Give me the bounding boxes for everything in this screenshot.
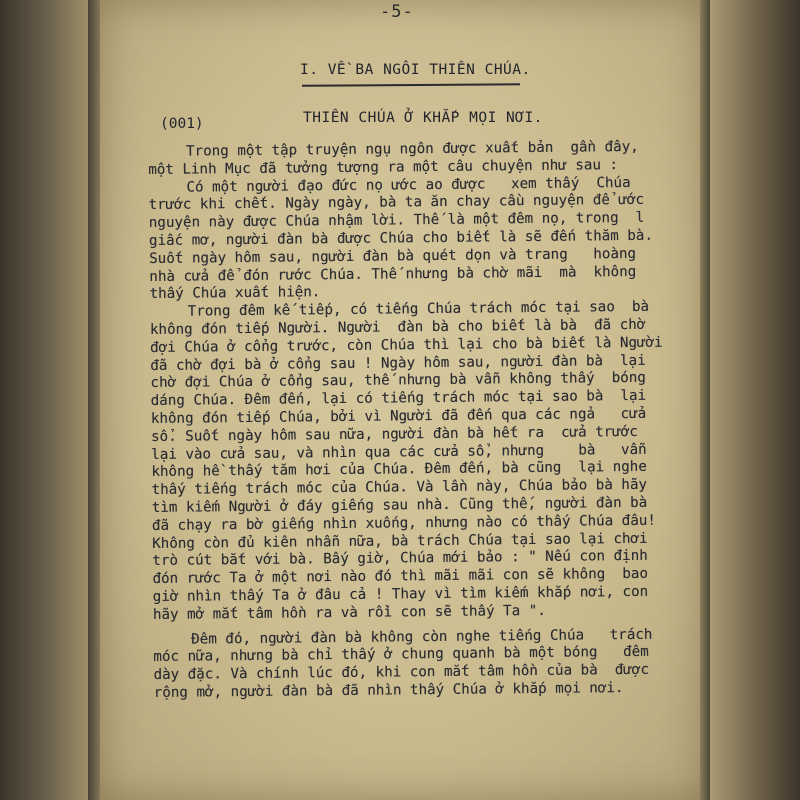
text-line: giấc mơ, người đàn bà được Chúa cho biết là sẽ đến thăm bà. bbox=[148, 227, 654, 249]
text-line: nhà cửa để đón rước Chúa. Thế nhưng bà chờ mãi mà không bbox=[149, 263, 637, 285]
text-line: Có một người đạo đức nọ ước ao được xem thấy Chúa bbox=[186, 174, 631, 196]
text-line: hãy mở mắt tâm hồn ra và rồi con sẽ thấy Ta ". bbox=[152, 602, 546, 623]
body-text bbox=[148, 138, 699, 702]
text-line: chờ đợi Chúa ở cổng sau, thế nhưng bà vẫn không thấy bóng bbox=[150, 370, 646, 392]
text-line: không đón tiếp Người. Người đàn bà cho biết là bà đã chờ bbox=[149, 316, 646, 338]
paragraph-2 bbox=[148, 174, 694, 304]
text-line: Suốt ngày hôm sau, người đàn bà quét dọn và trang hoàng bbox=[149, 245, 637, 267]
text-line: giờ nhìn thấy Ta ở đâu cả ! Thay vì tìm kiếm khắp nơi, con bbox=[152, 583, 649, 605]
text-line: nguyện này được Chúa nhậm lời. Thế là một đêm nọ, trong l bbox=[148, 209, 645, 232]
paragraph-3 bbox=[150, 298, 698, 624]
text-line: tìm kiếm Người ở đáy giếng sau nhà. Cũng thế, người đàn bà bbox=[151, 494, 648, 516]
text-line: sổ. Suốt ngày hôm sau nữa, người đàn bà hết ra cửa trước bbox=[150, 423, 638, 445]
paragraph-1 bbox=[148, 138, 693, 179]
text-line: đón rước Ta ở một nơi nào đó thì mãi mãi con sẽ không bao bbox=[152, 565, 649, 588]
text-line: trò cút bắt với bà. Bấy giờ, Chúa mới bảo : " Nếu con định bbox=[152, 548, 648, 570]
text-line: thấy Chúa xuất hiện. bbox=[149, 284, 321, 303]
text-line: một Linh Mục đã tưởng tượng ra một câu chuyện như sau : bbox=[148, 156, 619, 178]
text-line: đã chờ đợi bà ở cổng sau ! Ngày hôm sau, người đàn bà lại bbox=[150, 352, 646, 374]
text-line: đã chạy ra bờ giếng nhìn xuống, nhưng nào có thấy Chúa đâu! bbox=[151, 512, 657, 534]
paragraph-4 bbox=[153, 626, 699, 703]
text-line: Trong đêm kế tiếp, có tiếng Chúa trách móc tại sao bà bbox=[187, 298, 650, 320]
text-line: đợi Chúa ở cổng trước, còn Chúa thì lại cho bà biết là Người bbox=[150, 334, 663, 356]
text-line: dáng Chúa. Đêm đến, lại có tiếng trách móc tại sao bà lại bbox=[150, 387, 647, 410]
text-line: trước khi chết. Ngày ngày, bà ta ăn chay cầu nguyện để ước bbox=[148, 192, 645, 214]
section-heading: I. VỀ BA NGÔI THIÊN CHÚA. bbox=[300, 62, 531, 78]
text-line: thấy tiếng trách móc của Chúa. Và lần này, Chúa bảo bà hãy bbox=[151, 476, 648, 499]
page-number: -5- bbox=[380, 2, 414, 22]
text-line: không đón tiếp Chúa, bởi vì Người đã đến qua các ngả cửa bbox=[150, 405, 647, 427]
text-line: móc nữa, nhưng bà chỉ thấy ở chung quanh bà một bóng đêm bbox=[153, 644, 649, 666]
entry-number: (001) bbox=[160, 116, 204, 132]
text-line: rộng mở, người đàn bà đã nhìn thấy Chúa ở khắp mọi nơi. bbox=[153, 679, 624, 701]
text-line: dày đặc. Và chính lúc đó, khi con mắt tâm hồn của bà được bbox=[153, 661, 650, 684]
text-line: Trong một tập truyện ngụ ngôn được xuất bản gần đây, bbox=[185, 138, 639, 160]
text-line: Đêm đó, người đàn bà không còn nghe tiếng Chúa trách bbox=[191, 626, 653, 648]
text-line: lại vào cửa sau, và nhìn qua các cửa sổ, nhưng bà vẫn bbox=[151, 441, 647, 463]
text-line: Không còn đủ kiên nhẫn nữa, bà trách Chúa tại sao lại chơi bbox=[152, 530, 648, 552]
text-line: không hề thấy tăm hơi của Chúa. Đêm đến, bà cũng lại nghe bbox=[151, 459, 647, 481]
book-edge-shadow-right bbox=[700, 0, 710, 800]
article-title: THIÊN CHÚA Ở KHẮP MỌI NƠI. bbox=[303, 110, 543, 126]
